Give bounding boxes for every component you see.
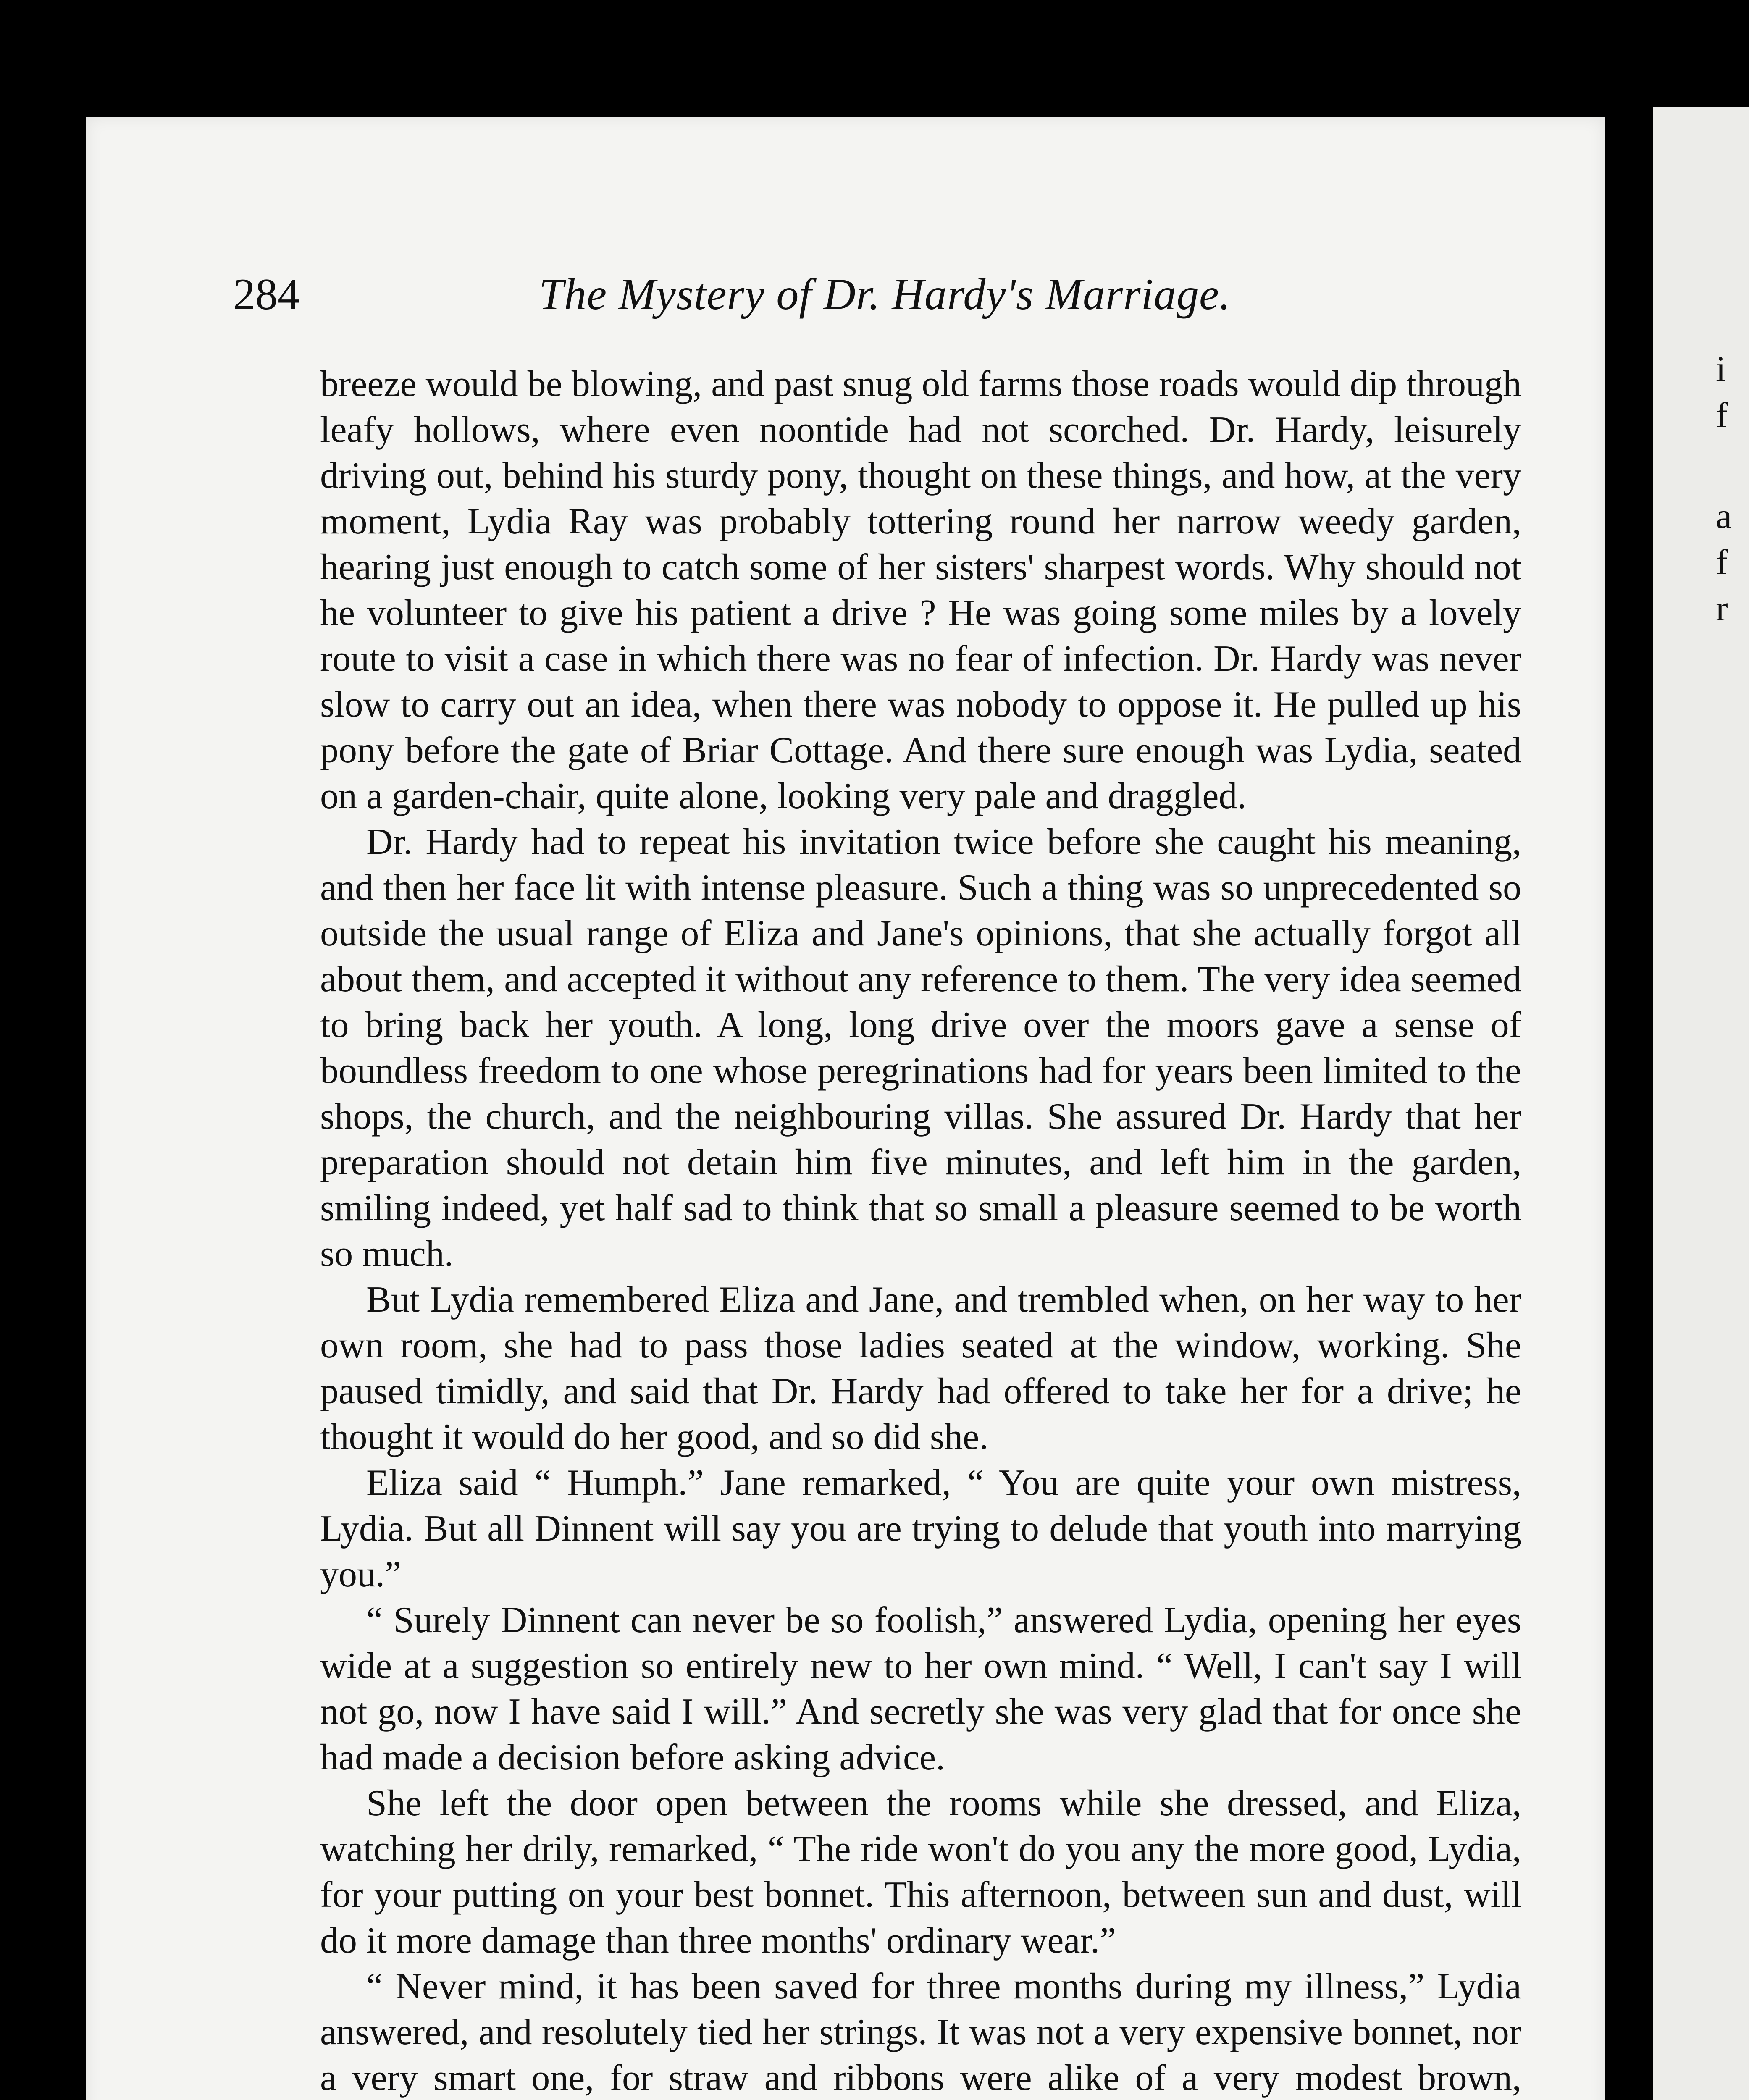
paragraph: breeze would be blowing, and past snug old farms those roads would dip through leafy hollows, where even noontide had not scorched. Dr. Hardy, leisurely driving out, behind his sturdy pony, thought on these things, and how, at the very moment, Lydia Ray was probably tottering round her narrow weedy garden, hearing just enough to catch some of her sisters' sharpest words. Why should not he volunteer to give his patient a drive ? He was going some miles by a lovely route to visit a case in which there was no fear of infection. Dr. Hardy was never slow to carry out an idea, when there was nobody to oppose it. He pulled up his pony before the gate of Briar Cottage. And there sure enough was Lydia, seated on a garden-chair, quite alone, looking very pale and draggled.: [320, 364, 1521, 816]
next-page-fragment: r: [1716, 588, 1728, 628]
next-page-fragment: f: [1716, 542, 1728, 582]
next-page-fragment: f: [1716, 395, 1728, 435]
running-header: [233, 269, 1523, 319]
next-page-fragment: a: [1716, 496, 1732, 536]
paragraph: Dr. Hardy had to repeat his invitation twice before she caught his meaning, and then her face lit with intense pleasure. Such a thing was so unprecedented so outside the usual range of Eliza and Jane's opinions, that she actually forgot all about them, and accepted it without any reference to them. The very idea seemed to bring back her youth. A long, long drive over the moors gave a sense of boundless freedom to one whose peregrinations had for years been limited to the shops, the church, and the neighbouring villas. She assured Dr. Hardy that her preparation should not detain him five minutes, and left him in the garden, smiling indeed, yet half sad to think that so small a pleasure seemed to be worth so much.: [320, 822, 1521, 1274]
running-title: The Mystery of Dr. Hardy's Marriage.: [539, 270, 1231, 319]
paragraph: But Lydia remembered Eliza and Jane, and trembled when, on her way to her own room, she had to pass those ladies seated at the window, working. She paused timidly, and said that Dr. Hardy had offered to take her for a drive; he thought it would do her good, and so did she.: [320, 1279, 1521, 1457]
body-text: [320, 361, 1521, 2100]
paragraph: “ Surely Dinnent can never be so foolish,” answered Lydia, opening her eyes wide at a suggestion so entirely new to her own mind. “ Well, I can't say I will not go, now I have said I will.” And secretly she was very glad that for once she had made a decision before asking advice.: [320, 1600, 1521, 1778]
paragraph: Eliza said “ Humph.” Jane remarked, “ You are quite your own mistress, Lydia. But all Dinnent will say you are trying to delude that youth into marrying you.”: [320, 1462, 1521, 1595]
adjacent-page-edge: [1653, 107, 1749, 2100]
next-page-fragment: i: [1716, 349, 1726, 389]
paragraph: “ Never mind, it has been saved for three months during my illness,” Lydia answered, and resolutely tied her strings. It was not a very expensive bonnet, nor a very smart one, for straw and ribbons were alike of a very modest brown,: [320, 1966, 1521, 2098]
paragraph: She left the door open between the rooms while she dressed, and Eliza, watching her drily, remarked, “ The ride won't do you any the more good, Lydia, for your putting on your best bonnet. This afternoon, between sun and dust, will do it more damage than three months' ordinary wear.”: [320, 1783, 1521, 1961]
page-number: 284: [233, 270, 300, 319]
